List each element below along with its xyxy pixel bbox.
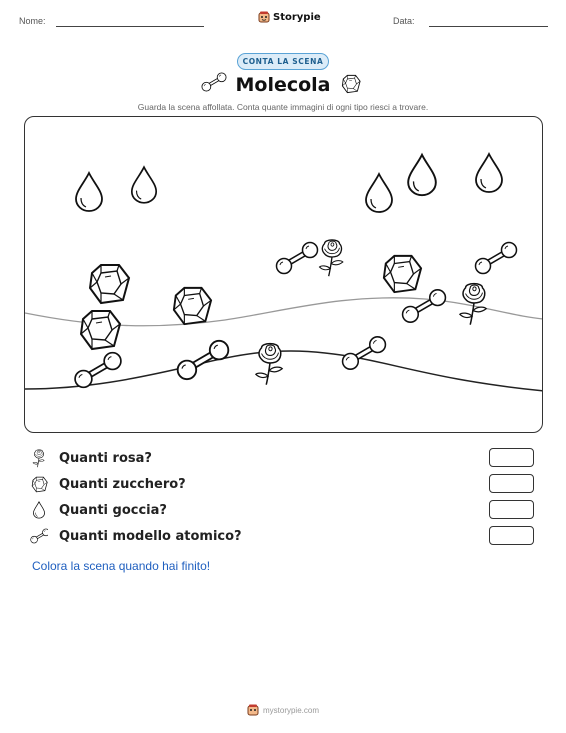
sugar-crystal [384,256,421,292]
drop [132,167,156,203]
rose [256,344,282,385]
atom-model-icon [30,527,48,545]
page-title: Molecola [235,74,331,96]
answer-box-drop[interactable] [489,500,534,519]
answer-box-rose[interactable] [489,448,534,467]
name-line[interactable] [56,26,204,27]
question-row-drop [30,499,540,521]
footer [0,704,566,716]
answer-box-atom[interactable] [489,526,534,545]
question-row-sugar [30,473,540,495]
counting-scene [24,116,543,433]
instruction-text: Guarda la scena affollata. Conta quante immagini di ogni tipo riesci a trovare. [137,102,429,112]
drop-icon [30,501,48,519]
question-text: Quanti rosa? [59,450,152,466]
drop [366,174,392,212]
atom-model [178,341,229,379]
sugar-crystal [90,265,129,303]
storypie-logo-icon [258,11,270,23]
question-text: Quanti modello atomico? [59,528,242,544]
sugar-crystal [174,288,211,324]
footer-url[interactable]: mystorypie.com [262,705,319,715]
brand-name: Storypie [273,11,321,23]
drop [408,155,436,195]
question-row-atom [30,525,540,547]
rose [320,240,343,276]
sugar-crystal [81,311,120,349]
drop [76,173,102,211]
brand-logo [258,11,321,23]
atom-model [403,290,446,322]
atom-model [277,243,318,274]
sugar-crystal-icon [341,74,361,94]
sugar-crystal-icon [30,475,48,493]
question-text: Quanti zucchero? [59,476,186,492]
atom-model [343,337,386,369]
answer-box-sugar[interactable] [489,474,534,493]
name-label: Nome: [19,16,46,26]
question-text: Quanti goccia? [59,502,167,518]
rose-icon [30,449,48,467]
question-row-rose [30,447,540,469]
date-label: Data: [393,16,415,26]
atom-model [476,243,517,274]
storypie-logo-icon [247,704,259,716]
date-line[interactable] [429,26,548,27]
color-instruction: Colora la scena quando hai finito! [32,559,211,573]
scene-badge: CONTA LA SCENA [237,53,329,70]
drop [476,154,502,192]
